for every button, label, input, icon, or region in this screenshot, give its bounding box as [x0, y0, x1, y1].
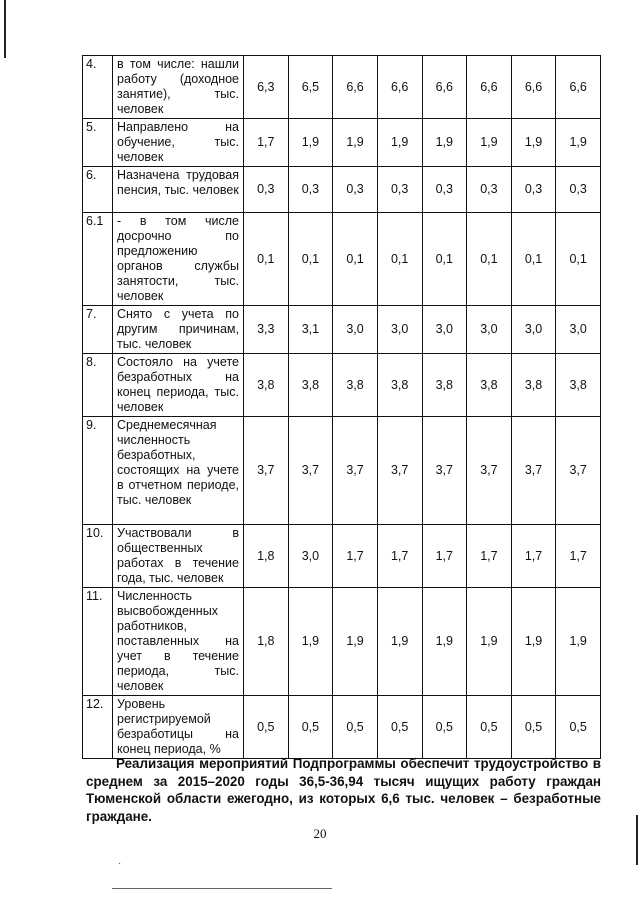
value-cell: 0,5: [244, 696, 289, 759]
value-cell: 1,7: [422, 525, 467, 588]
statistics-table: [82, 55, 601, 759]
value-cell: 1,9: [511, 588, 556, 696]
row-label: Назначена трудовая пенсия, тыс. человек: [113, 167, 244, 213]
value-cell: 3,0: [467, 306, 512, 354]
scan-dot: ·: [118, 858, 122, 869]
value-cell: 0,3: [511, 167, 556, 213]
value-cell: 3,8: [511, 354, 556, 417]
value-cell: 1,7: [377, 525, 422, 588]
value-cell: 6,6: [333, 56, 378, 119]
value-cell: 0,1: [288, 213, 333, 306]
value-cell: 1,9: [333, 119, 378, 167]
value-cell: 0,5: [422, 696, 467, 759]
table-row: [83, 306, 601, 354]
value-cell: 3,7: [377, 417, 422, 525]
table-row: [83, 119, 601, 167]
value-cell: 3,0: [288, 525, 333, 588]
footer-line: [112, 888, 332, 889]
row-label: Среднемесячная численность безработных, состоящих на учете в отчетном периоде, тыс. человек: [113, 417, 244, 525]
value-cell: 3,3: [244, 306, 289, 354]
value-cell: 0,5: [288, 696, 333, 759]
row-label: Численность высвобожденных работников, поставленных на учет в течение периода, тыс. человек: [113, 588, 244, 696]
table-row: [83, 354, 601, 417]
value-cell: 0,5: [467, 696, 512, 759]
value-cell: 6,6: [467, 56, 512, 119]
row-label: Уровень регистрируемой безработицы на конец периода, %: [113, 696, 244, 759]
row-number: 5.: [83, 119, 113, 167]
table-row: [83, 588, 601, 696]
value-cell: 0,1: [467, 213, 512, 306]
value-cell: 1,9: [377, 119, 422, 167]
value-cell: 3,7: [333, 417, 378, 525]
value-cell: 1,7: [244, 119, 289, 167]
value-cell: 0,3: [333, 167, 378, 213]
value-cell: 1,7: [467, 525, 512, 588]
value-cell: 1,9: [333, 588, 378, 696]
table-row: [83, 213, 601, 306]
value-cell: 1,7: [333, 525, 378, 588]
value-cell: 3,8: [556, 354, 601, 417]
value-cell: 3,7: [422, 417, 467, 525]
value-cell: 1,9: [288, 588, 333, 696]
row-number: 8.: [83, 354, 113, 417]
row-number: 6.1: [83, 213, 113, 306]
value-cell: 0,3: [377, 167, 422, 213]
value-cell: 3,0: [422, 306, 467, 354]
row-number: 6.: [83, 167, 113, 213]
value-cell: 3,0: [377, 306, 422, 354]
value-cell: 3,7: [467, 417, 512, 525]
row-number: 10.: [83, 525, 113, 588]
value-cell: 1,9: [556, 588, 601, 696]
value-cell: 3,8: [288, 354, 333, 417]
table-row: [83, 696, 601, 759]
row-label: Участвовали в общественных работах в течение года, тыс. человек: [113, 525, 244, 588]
page-number: 20: [313, 826, 327, 841]
row-label: - в том числе досрочно по предложению органов службы занятости, тыс. человек: [113, 213, 244, 306]
value-cell: 1,8: [244, 525, 289, 588]
value-cell: 0,1: [556, 213, 601, 306]
value-cell: 0,1: [511, 213, 556, 306]
value-cell: 6,6: [511, 56, 556, 119]
value-cell: 3,8: [244, 354, 289, 417]
value-cell: 0,1: [244, 213, 289, 306]
value-cell: 1,7: [556, 525, 601, 588]
table-row: [83, 167, 601, 213]
value-cell: 0,1: [333, 213, 378, 306]
value-cell: 0,5: [333, 696, 378, 759]
table-row: [83, 525, 601, 588]
row-number: 11.: [83, 588, 113, 696]
value-cell: 0,5: [377, 696, 422, 759]
value-cell: 3,0: [333, 306, 378, 354]
value-cell: 3,7: [288, 417, 333, 525]
row-number: 12.: [83, 696, 113, 759]
value-cell: 3,8: [422, 354, 467, 417]
summary-paragraph: Реализация мероприятий Подпрограммы обеспечит трудоустройство в среднем за 2015–2020 годы 36,5-36,94 тысяч ищущих работу граждан Тюменской области ежегодно, из которых 6,6 тыс. человек – безработные граждане.: [86, 756, 601, 824]
row-number: 9.: [83, 417, 113, 525]
value-cell: 0,1: [422, 213, 467, 306]
value-cell: 1,9: [422, 588, 467, 696]
value-cell: 3,8: [333, 354, 378, 417]
value-cell: 3,1: [288, 306, 333, 354]
value-cell: 6,3: [244, 56, 289, 119]
row-number: 4.: [83, 56, 113, 119]
value-cell: 3,7: [511, 417, 556, 525]
value-cell: 0,1: [377, 213, 422, 306]
value-cell: 3,8: [467, 354, 512, 417]
value-cell: 0,3: [422, 167, 467, 213]
value-cell: 1,9: [467, 588, 512, 696]
value-cell: 3,0: [556, 306, 601, 354]
left-edge-mark: [4, 0, 6, 58]
value-cell: 1,9: [377, 588, 422, 696]
value-cell: 1,9: [288, 119, 333, 167]
value-cell: 1,7: [511, 525, 556, 588]
row-label: Снято с учета по другим причинам, тыс. человек: [113, 306, 244, 354]
value-cell: 6,6: [556, 56, 601, 119]
row-label: Состояло на учете безработных на конец периода, тыс. человек: [113, 354, 244, 417]
value-cell: 6,6: [377, 56, 422, 119]
table-row: [83, 56, 601, 119]
value-cell: 0,3: [244, 167, 289, 213]
value-cell: 0,3: [288, 167, 333, 213]
value-cell: 6,6: [422, 56, 467, 119]
value-cell: 3,0: [511, 306, 556, 354]
value-cell: 3,7: [556, 417, 601, 525]
value-cell: 0,3: [556, 167, 601, 213]
value-cell: 6,5: [288, 56, 333, 119]
value-cell: 3,7: [244, 417, 289, 525]
value-cell: 1,9: [422, 119, 467, 167]
table-row: [83, 417, 601, 525]
row-number: 7.: [83, 306, 113, 354]
value-cell: 1,8: [244, 588, 289, 696]
value-cell: 0,3: [467, 167, 512, 213]
value-cell: 1,9: [556, 119, 601, 167]
row-label: в том числе: нашли работу (доходное занятие), тыс. человек: [113, 56, 244, 119]
value-cell: 0,5: [511, 696, 556, 759]
value-cell: 1,9: [467, 119, 512, 167]
value-cell: 3,8: [377, 354, 422, 417]
row-label: Направлено на обучение, тыс. человек: [113, 119, 244, 167]
value-cell: 0,5: [556, 696, 601, 759]
value-cell: 1,9: [511, 119, 556, 167]
